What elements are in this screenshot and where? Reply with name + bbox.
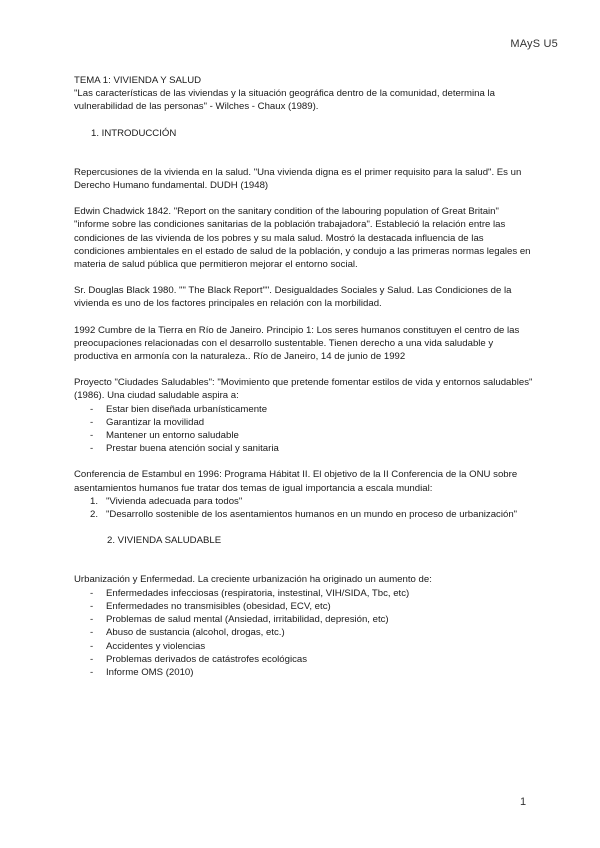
urbanization-list — [74, 587, 534, 679]
paragraph-black-report: Sr. Douglas Black 1980. "" The Black Report"". Desigualdades Sociales y Salud. Las Condiciones de la vivienda es uno de los factores principales en relación con la morbilidad. — [74, 285, 512, 310]
section-heading-introduccion: 1. INTRODUCCIÓN — [91, 127, 177, 139]
healthy-city-list — [74, 403, 534, 456]
list-item: - Enfermedades infecciosas (respiratoria, instestinal, VIH/SIDA, Tbc, etc) — [74, 587, 534, 600]
paragraph-urbanizacion: Urbanización y Enfermedad. La creciente urbanización ha originado un aumento de: — [74, 574, 432, 586]
list-item: 2. "Desarrollo sostenible de los asentamientos humanos en un mundo en proceso de urbanización" — [90, 509, 518, 521]
paragraph-chadwick: Edwin Chadwick 1842. "Report on the sanitary condition of the labouring population of Great Britain" "informe sobre las condiciones sanitarias de la población trabajadora". Estableció la relación entre las condiciones de las vivienda de los pobres y su mala salud. Mostró la destacada influencia de las condiciones ambientales en el estado de salud de la población, y condujo a las primeras normas legales en materia de salud pública que permitieron mejorar el entorno social. — [74, 206, 531, 271]
list-item: - Abuso de sustancia (alcohol, drogas, etc.) — [74, 626, 534, 639]
paragraph-estambul: Conferencia de Estambul en 1996: Programa Hábitat II. El objetivo de la II Conferencia de la ONU sobre asentamientos humanos fue tratar dos temas de igual importancia a escala mundial: — [74, 469, 518, 494]
list-item: - Problemas derivados de catástrofes ecológicas — [74, 653, 534, 666]
section-heading-vivienda-saludable: 2. VIVIENDA SALUDABLE — [107, 535, 222, 547]
header-code: MAyS U5 — [510, 38, 558, 50]
list-item: - Prestar buena atención social y sanitaria — [74, 442, 534, 455]
list-item: 1. "Vivienda adecuada para todos" — [90, 495, 243, 507]
document-body — [74, 74, 534, 679]
list-item: - Informe OMS (2010) — [74, 666, 534, 679]
epigraph: "Las características de las viviendas y la situación geográfica dentro de la comunidad, determina la vulnerabilidad de las personas" - Wilches - Chaux (1989). — [74, 88, 495, 113]
list-item: - Problemas de salud mental (Ansiedad, irritabilidad, depresión, etc) — [74, 613, 534, 626]
list-item: - Estar bien diseñada urbanísticamente — [74, 403, 534, 416]
list-item: - Enfermedades no transmisibles (obesidad, ECV, etc) — [74, 600, 534, 613]
paragraph-repercusiones: Repercusiones de la vivienda en la salud. "Una vivienda digna es el primer requisito para la salud". Es un Derecho Humano fundamental. DUDH (1948) — [74, 166, 522, 192]
paragraph-rio-1992: 1992 Cumbre de la Tierra en Río de Janeiro. Principio 1: Los seres humanos constituyen el centro de las preocupaciones relacionadas con el desarrollo sustentable. Tienen derecho a una vida saludable y productiva en armonía con la naturaleza.. Río de Janeiro, 14 de junio de 1992 — [74, 324, 520, 363]
list-item: - Garantizar la movilidad — [74, 416, 534, 429]
paragraph-ciudades-saludables: Proyecto "Ciudades Saludables": "Movimiento que pretende fomentar estilos de vida y entornos saludables" (1986). Una ciudad saludable aspira a: — [74, 377, 533, 402]
page-number: 1 — [520, 796, 527, 808]
document-title: TEMA 1: VIVIENDA Y SALUD — [74, 75, 202, 86]
list-item: - Mantener un entorno saludable — [74, 429, 534, 442]
habitat-list — [74, 495, 534, 521]
list-item: - Accidentes y violencias — [74, 640, 534, 653]
